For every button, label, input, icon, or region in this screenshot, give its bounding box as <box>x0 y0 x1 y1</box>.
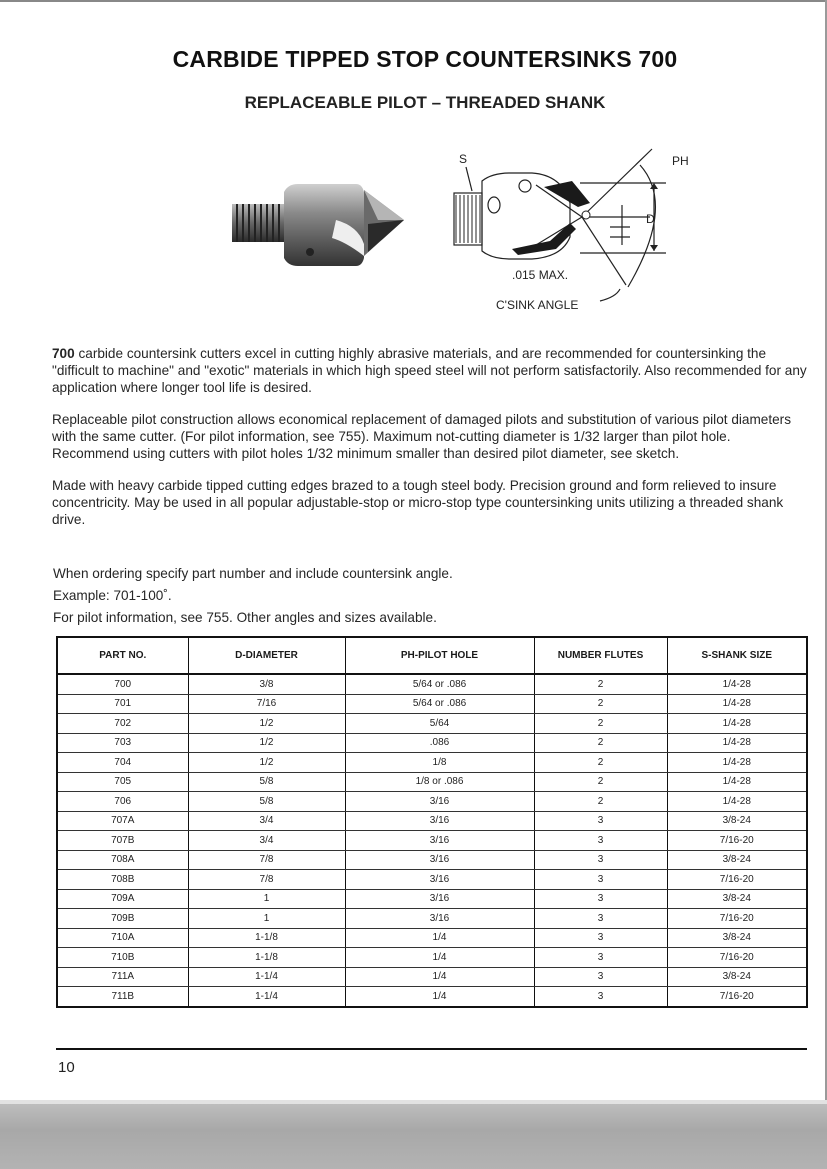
part-no-cell: 711A <box>57 967 188 987</box>
part-no-cell: 703 <box>57 733 188 753</box>
d-diameter-cell: 1-1/4 <box>188 967 345 987</box>
table-row <box>57 733 807 753</box>
construction-paragraph: Made with heavy carbide tipped cutting edges brazed to a tough steel body. Precision ground and form relieved to insure concentricity. May be used in all popular adjustable-stop or micro-stop type countersinking units utilizing a threaded shank drive. <box>52 478 784 527</box>
shank-size-cell: 1/4-28 <box>667 772 807 792</box>
part-no-cell: 705 <box>57 772 188 792</box>
intro-text: carbide countersink cutters excel in cutting highly abrasive materials, and are recommended for countersinking the "difficult to machine" and "exotic" materials in which high speed steel will not perform satisfactorily. Also recommended for any application where longer tool life is desired. <box>52 346 807 395</box>
d-diameter-cell: 7/8 <box>188 870 345 890</box>
flutes-cell: 3 <box>534 811 667 831</box>
d-diameter-cell: 1/2 <box>188 714 345 734</box>
header-pilot-hole: PH-PILOT HOLE <box>345 637 534 674</box>
pilot-info-note: For pilot information, see 755. Other angles and sizes available. <box>53 610 437 625</box>
pilot-hole-cell: 5/64 or .086 <box>345 674 534 694</box>
table-row <box>57 967 807 987</box>
flutes-cell: 2 <box>534 714 667 734</box>
pilot-hole-cell: 1/4 <box>345 987 534 1007</box>
flutes-cell: 3 <box>534 870 667 890</box>
shank-size-cell: 3/8-24 <box>667 811 807 831</box>
flutes-cell: 3 <box>534 987 667 1007</box>
pilot-hole-cell: 3/16 <box>345 889 534 909</box>
pilot-hole-cell: 3/16 <box>345 909 534 929</box>
part-no-cell: 708B <box>57 870 188 890</box>
part-no-cell: 710B <box>57 948 188 968</box>
flutes-cell: 2 <box>534 674 667 694</box>
shank-size-cell: 7/16-20 <box>667 987 807 1007</box>
flutes-cell: 3 <box>534 948 667 968</box>
table-header-row <box>57 637 807 674</box>
flutes-cell: 2 <box>534 753 667 773</box>
flutes-cell: 2 <box>534 733 667 753</box>
shank-size-cell: 3/8-24 <box>667 889 807 909</box>
header-shank-size: S-SHANK SIZE <box>667 637 807 674</box>
shank-size-cell: 1/4-28 <box>667 733 807 753</box>
table-row <box>57 811 807 831</box>
part-no-cell: 707B <box>57 831 188 851</box>
shank-size-cell: 7/16-20 <box>667 870 807 890</box>
header-d-diameter: D-DIAMETER <box>188 637 345 674</box>
pilot-hole-cell: 1/4 <box>345 928 534 948</box>
table-row <box>57 850 807 870</box>
part-no-cell: 706 <box>57 792 188 812</box>
table-row <box>57 909 807 929</box>
pilot-paragraph: Replaceable pilot construction allows economical replacement of damaged pilots and substitution of various pilot diameters with the same cutter. (For pilot information, see 755). Maximum not-cutting diameter is 1/32 larger than pilot hole. Recommend using cutters with pilot holes 1/32 minimum smaller than desired pilot diameter, see sketch. <box>52 412 792 461</box>
table-row <box>57 948 807 968</box>
pilot-hole-cell: 5/64 <box>345 714 534 734</box>
scan-margin <box>0 1104 827 1169</box>
d-diameter-cell: 5/8 <box>188 792 345 812</box>
flutes-cell: 3 <box>534 831 667 851</box>
intro-bold-model: 700 <box>52 346 75 361</box>
header-part-no: PART NO. <box>57 637 188 674</box>
diagram-label-d: D <box>646 212 655 226</box>
pilot-hole-cell: 3/16 <box>345 850 534 870</box>
table-row <box>57 694 807 714</box>
page-title: CARBIDE TIPPED STOP COUNTERSINKS 700 <box>172 46 678 72</box>
d-diameter-cell: 7/8 <box>188 850 345 870</box>
pilot-hole-cell: .086 <box>345 733 534 753</box>
d-diameter-cell: 1 <box>188 889 345 909</box>
spec-table <box>56 636 808 1008</box>
flutes-cell: 2 <box>534 772 667 792</box>
flutes-cell: 2 <box>534 694 667 714</box>
table-row <box>57 831 807 851</box>
part-no-cell: 708A <box>57 850 188 870</box>
d-diameter-cell: 3/8 <box>188 674 345 694</box>
part-no-cell: 704 <box>57 753 188 773</box>
part-no-cell: 709A <box>57 889 188 909</box>
shank-size-cell: 1/4-28 <box>667 753 807 773</box>
diagram-label-max: .015 MAX. <box>512 268 569 282</box>
countersink-diagram <box>440 145 710 320</box>
table-row <box>57 674 807 694</box>
d-diameter-cell: 3/4 <box>188 811 345 831</box>
d-diameter-cell: 1-1/4 <box>188 987 345 1007</box>
shank-size-cell: 7/16-20 <box>667 948 807 968</box>
shank-size-cell: 1/4-28 <box>667 714 807 734</box>
part-no-cell: 700 <box>57 674 188 694</box>
shank-size-cell: 7/16-20 <box>667 831 807 851</box>
pilot-hole-cell: 3/16 <box>345 811 534 831</box>
flutes-cell: 3 <box>534 967 667 987</box>
shank-size-cell: 1/4-28 <box>667 674 807 694</box>
table-row <box>57 987 807 1007</box>
countersink-photo <box>228 180 408 280</box>
flutes-cell: 3 <box>534 889 667 909</box>
d-diameter-cell: 1/2 <box>188 753 345 773</box>
flutes-cell: 3 <box>534 850 667 870</box>
table-row <box>57 889 807 909</box>
pilot-hole-cell: 1/4 <box>345 967 534 987</box>
header-number-flutes: NUMBER FLUTES <box>534 637 667 674</box>
pilot-hole-cell: 1/4 <box>345 948 534 968</box>
shank-size-cell: 1/4-28 <box>667 792 807 812</box>
part-no-cell: 702 <box>57 714 188 734</box>
table-row <box>57 792 807 812</box>
d-diameter-cell: 1-1/8 <box>188 928 345 948</box>
flutes-cell: 3 <box>534 928 667 948</box>
table-row <box>57 928 807 948</box>
pilot-hole-cell: 1/8 <box>345 753 534 773</box>
pilot-hole-cell: 3/16 <box>345 792 534 812</box>
part-no-cell: 710A <box>57 928 188 948</box>
d-diameter-cell: 7/16 <box>188 694 345 714</box>
ordering-instruction: When ordering specify part number and include countersink angle. <box>53 566 453 581</box>
pilot-hole-cell: 3/16 <box>345 870 534 890</box>
shank-size-cell: 3/8-24 <box>667 967 807 987</box>
table-row <box>57 870 807 890</box>
footer-rule <box>56 1048 807 1050</box>
table-row <box>57 772 807 792</box>
table-row <box>57 753 807 773</box>
part-no-cell: 707A <box>57 811 188 831</box>
diagram-label-s: S <box>459 152 468 166</box>
shank-size-cell: 7/16-20 <box>667 909 807 929</box>
ordering-example: Example: 701-100˚. <box>53 588 172 603</box>
d-diameter-cell: 1-1/8 <box>188 948 345 968</box>
table-body <box>57 674 807 1007</box>
shank-size-cell: 1/4-28 <box>667 694 807 714</box>
flutes-cell: 3 <box>534 909 667 929</box>
shank-size-cell: 3/8-24 <box>667 928 807 948</box>
part-no-cell: 701 <box>57 694 188 714</box>
diagram-label-ph: PH <box>672 154 689 168</box>
part-no-cell: 711B <box>57 987 188 1007</box>
part-no-cell: 709B <box>57 909 188 929</box>
pilot-hole-cell: 3/16 <box>345 831 534 851</box>
diagram-label-angle: C'SINK ANGLE <box>496 298 579 312</box>
pilot-hole-cell: 5/64 or .086 <box>345 694 534 714</box>
d-diameter-cell: 5/8 <box>188 772 345 792</box>
top-border <box>0 0 827 2</box>
page-subtitle: REPLACEABLE PILOT – THREADED SHANK <box>244 93 606 112</box>
pilot-hole-cell: 1/8 or .086 <box>345 772 534 792</box>
d-diameter-cell: 1/2 <box>188 733 345 753</box>
intro-paragraph <box>52 345 807 396</box>
shank-size-cell: 3/8-24 <box>667 850 807 870</box>
d-diameter-cell: 1 <box>188 909 345 929</box>
table-row <box>57 714 807 734</box>
flutes-cell: 2 <box>534 792 667 812</box>
d-diameter-cell: 3/4 <box>188 831 345 851</box>
page-number: 10 <box>58 1059 75 1076</box>
